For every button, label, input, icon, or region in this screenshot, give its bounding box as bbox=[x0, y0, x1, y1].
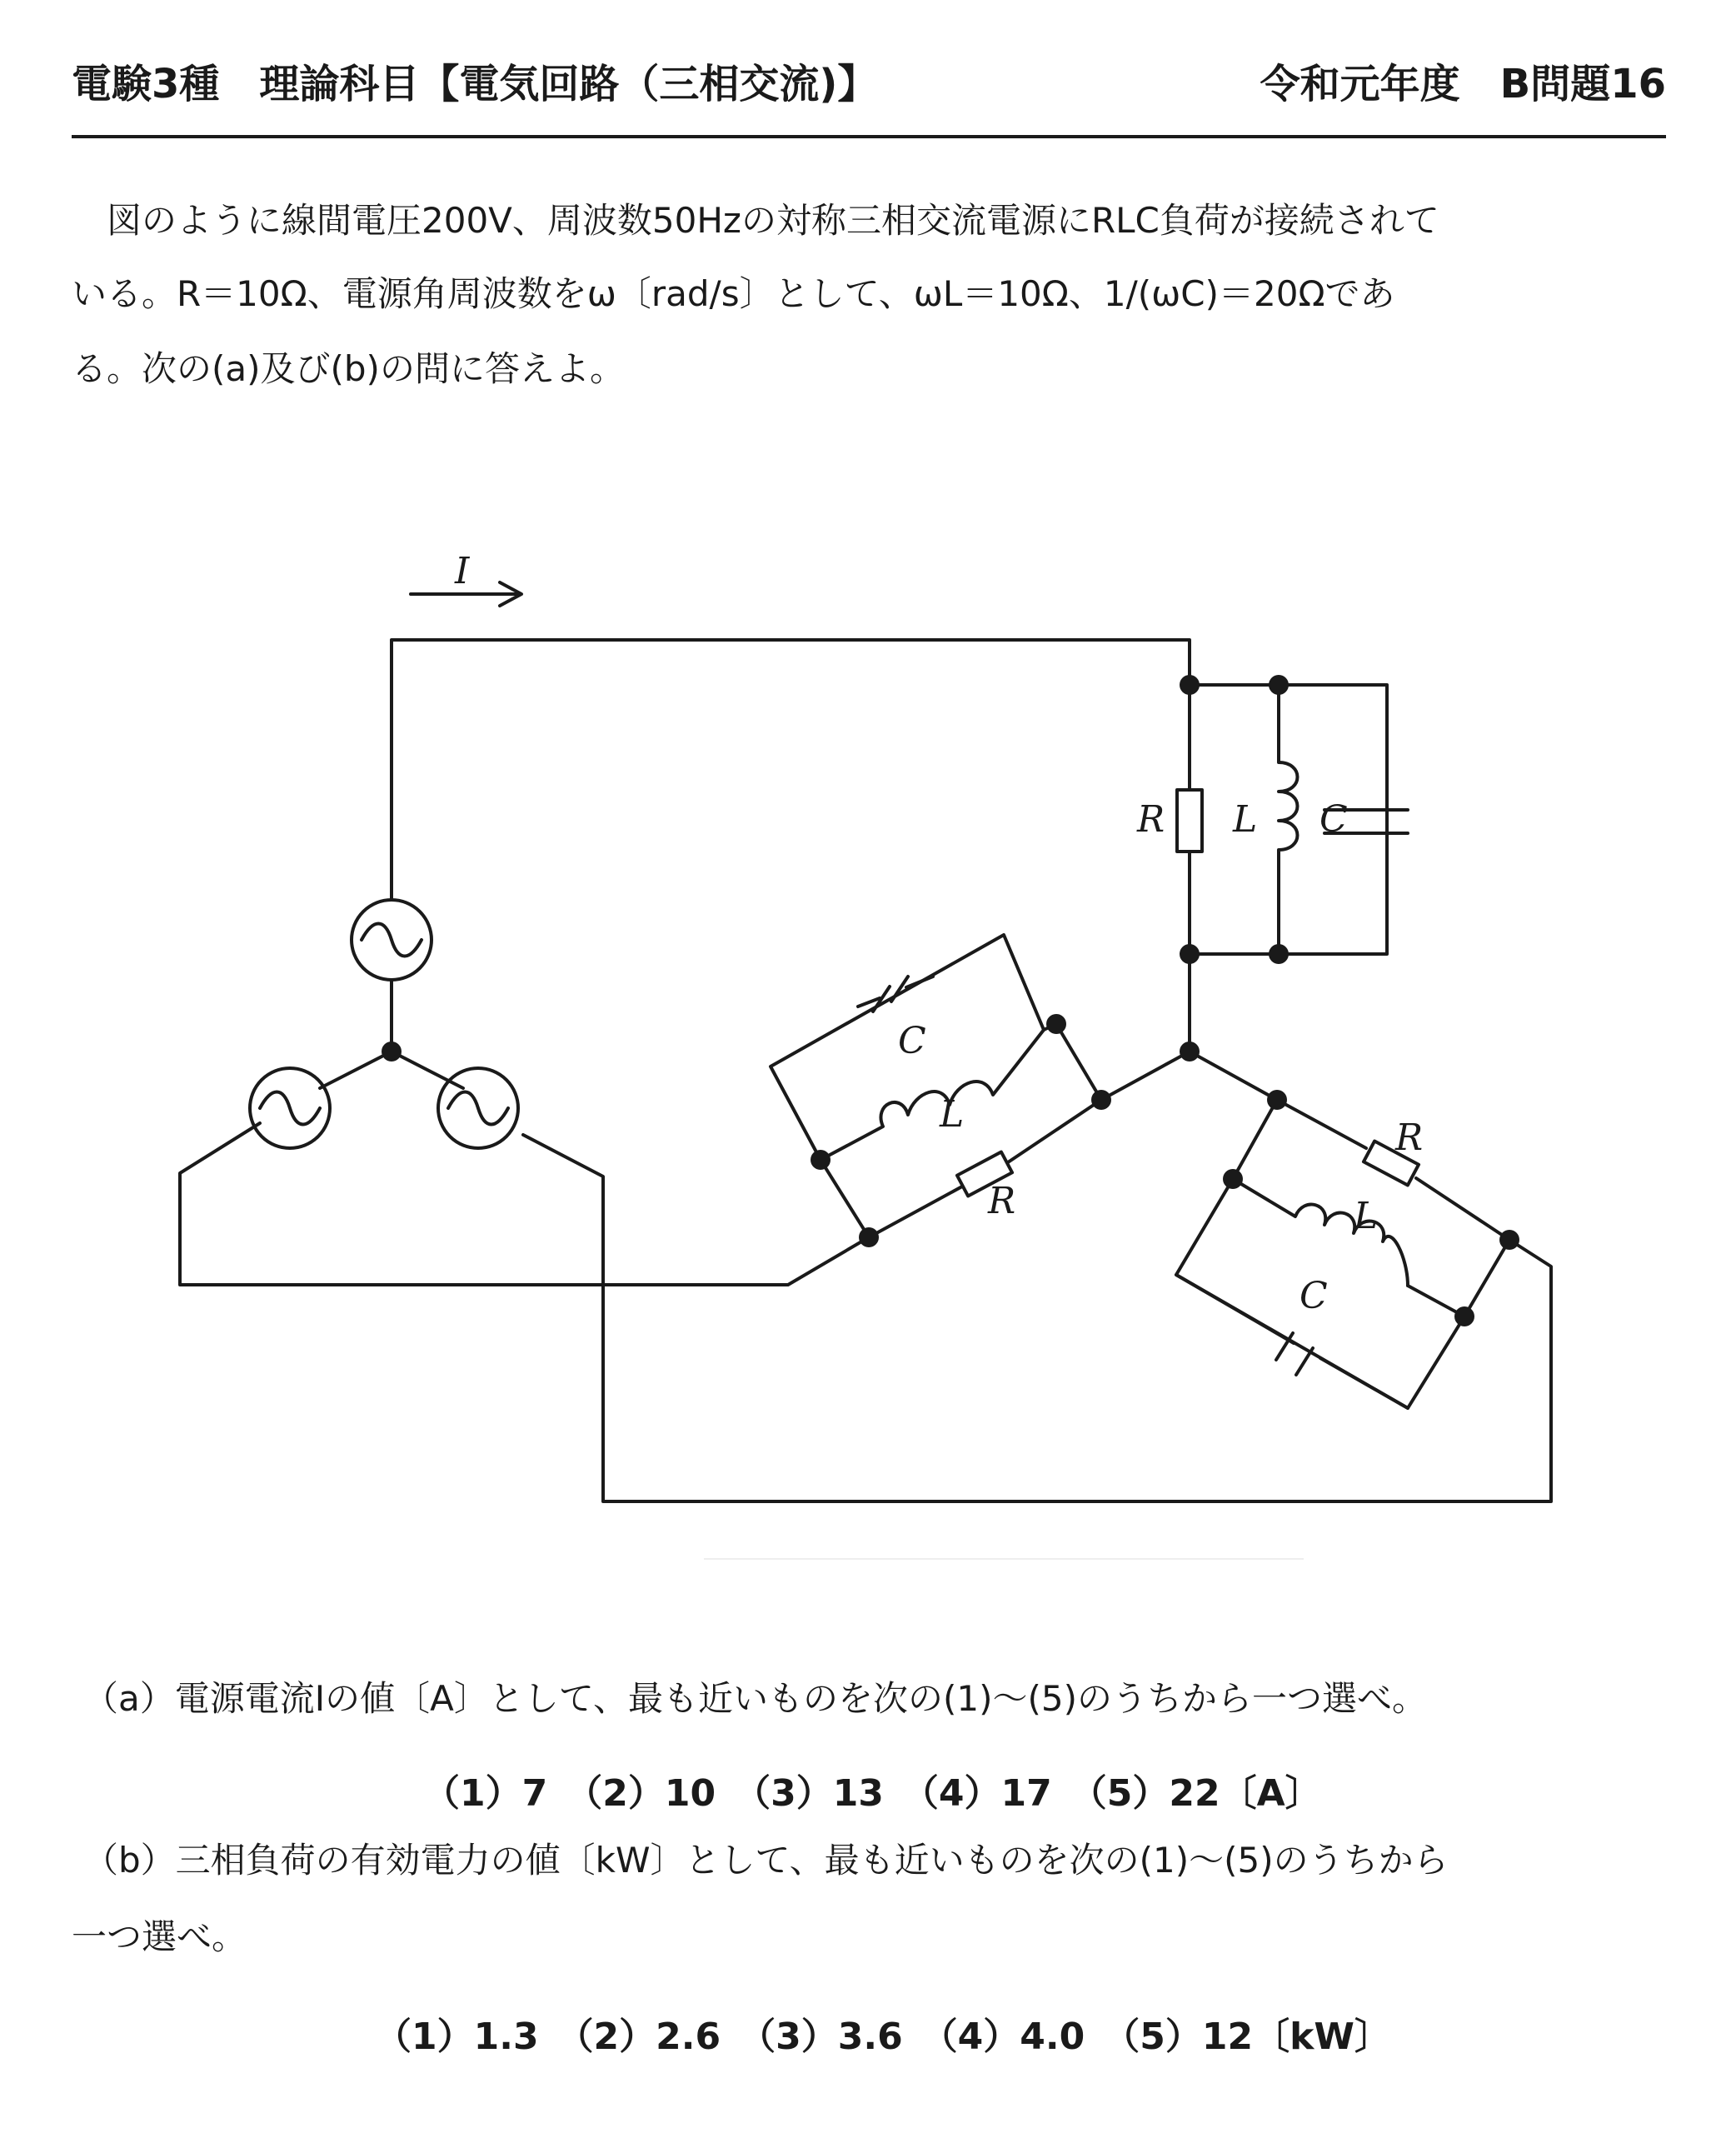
header-left-title: 電験3種 理論科目【電気回路（三相交流)】 bbox=[72, 61, 878, 107]
question-b-line-1: （b）三相負荷の有効電力の値〔kW〕として、最も近いものを次の(1)～(5)のうちから bbox=[83, 1840, 1449, 1881]
header-right-title: 令和元年度 B問題16 bbox=[1260, 61, 1666, 107]
label-C-left: C bbox=[898, 1020, 926, 1062]
question-b-choices: （1）1.3 （2）2.6 （3）3.6 （4）4.0 （5）12〔kW〕 bbox=[375, 2016, 1391, 2058]
current-label-I: I bbox=[455, 550, 470, 592]
question-b-line-2: 一つ選べ。 bbox=[72, 1916, 247, 1957]
problem-line-3: る。次の(a)及び(b)の問に答えよ。 bbox=[72, 348, 625, 389]
problem-line-1: 図のように線間電圧200V、周波数50Hzの対称三相交流電源にRLC負荷が接続されて bbox=[72, 200, 1439, 241]
label-R-right: R bbox=[1395, 1116, 1424, 1159]
label-R-left: R bbox=[988, 1180, 1016, 1222]
label-R-top: R bbox=[1137, 798, 1165, 841]
figure-divider bbox=[704, 1558, 1304, 1560]
question-a: （a）電源電流Iの値〔A〕として、最も近いものを次の(1)～(5)のうちから一つ選べ。 bbox=[83, 1678, 1428, 1719]
label-C-top: C bbox=[1319, 798, 1348, 841]
label-L-left: L bbox=[940, 1093, 965, 1136]
question-a-choices: （1）7 （2）10 （3）13 （4）17 （5）22〔A〕 bbox=[423, 1772, 1322, 1815]
problem-line-2: いる。R＝10Ω、電源角周波数をω〔rad/s〕として、ωL＝10Ω、1/(ωC)＝20Ωであ bbox=[72, 273, 1395, 314]
label-L-top: L bbox=[1233, 798, 1258, 841]
label-L-right: L bbox=[1354, 1195, 1379, 1237]
label-C-right: C bbox=[1300, 1275, 1328, 1317]
